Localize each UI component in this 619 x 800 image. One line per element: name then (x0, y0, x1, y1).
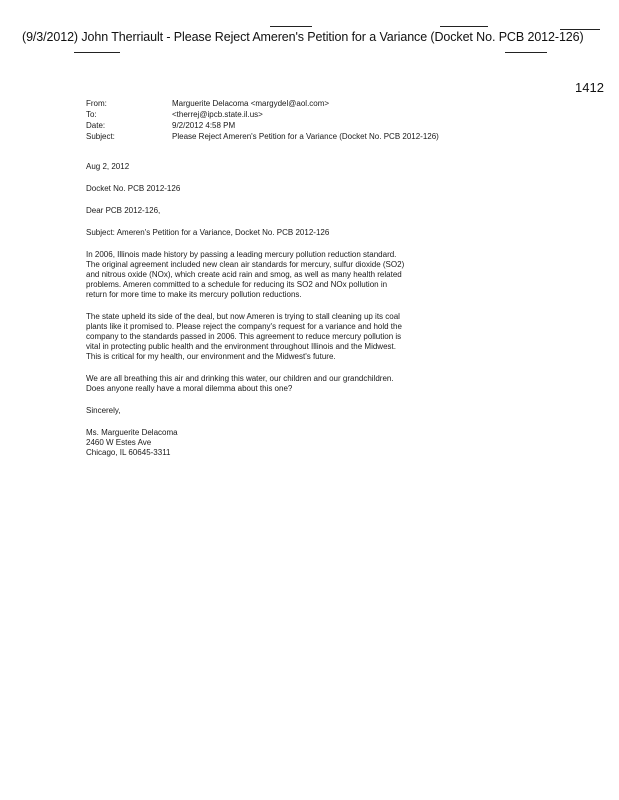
to-label: To: (86, 110, 97, 119)
page-header-title: (9/3/2012) John Therriault - Please Reject Ameren's Petition for a Variance (Docket No. PCB 2012-126) (22, 30, 584, 44)
meta-to-row (86, 109, 439, 120)
to-value: <therrej@ipcb.state.il.us> (172, 110, 263, 119)
letter-paragraph-1: In 2006, Illinois made history by passing a leading mercury pollution reduction standard. The original agreement included new clean air standards for mercury, sulfur dioxide (SO2) and nitrous oxide (NOx), which create acid rain and smog, as well as many health related problems. Ameren committed to a schedule for reducing its SO2 and NOx pollution in return for more time to make its mercury pollution reductions. (86, 250, 405, 299)
signer-city: Chicago, IL 60645-3311 (86, 448, 171, 457)
letter-date: Aug 2, 2012 (86, 162, 130, 171)
date-label: Date: (86, 121, 106, 130)
scan-line-header (74, 52, 120, 53)
scan-line-top (440, 26, 488, 27)
letter-body (86, 162, 406, 458)
subject-label: Subject: (86, 132, 115, 141)
scan-line-top (270, 26, 312, 27)
letter-paragraph-2: The state upheld its side of the deal, but now Ameren is trying to stall cleaning up its coal plants like it promised to. Please reject the company's request for a variance and hold the company to the standards passed in 2006. This agreement to reduce mercury pollution is vital in protecting public health and the environment throughout Illinois and the Midwest. This is critical for my health, our environment and the Midwest's future. (86, 312, 402, 361)
date-value: 9/2/2012 4:58 PM (172, 121, 236, 130)
from-value: Marguerite Delacoma <margydel@aol.com> (172, 99, 330, 108)
letter-docket: Docket No. PCB 2012-126 (86, 184, 181, 193)
letter-salutation: Dear PCB 2012-126, (86, 206, 161, 215)
signer-name: Ms. Marguerite Delacoma (86, 428, 178, 437)
meta-from-row (86, 98, 439, 109)
meta-subject-row (86, 131, 439, 142)
subject-value: Please Reject Ameren's Petition for a Variance (Docket No. PCB 2012-126) (172, 132, 439, 141)
letter-paragraph-3: We are all breathing this air and drinking this water, our children and our grandchildren. Does anyone really have a moral dilemma about this one? (86, 374, 394, 393)
page-number: 1412 (575, 80, 604, 95)
scan-line-header (505, 52, 547, 53)
letter-closing: Sincerely, (86, 406, 121, 415)
signer-street: 2460 W Estes Ave (86, 438, 152, 447)
letter-subject-line: Subject: Ameren's Petition for a Variance, Docket No. PCB 2012-126 (86, 228, 330, 237)
meta-date-row (86, 120, 439, 131)
from-label: From: (86, 99, 107, 108)
email-metadata (86, 98, 439, 142)
